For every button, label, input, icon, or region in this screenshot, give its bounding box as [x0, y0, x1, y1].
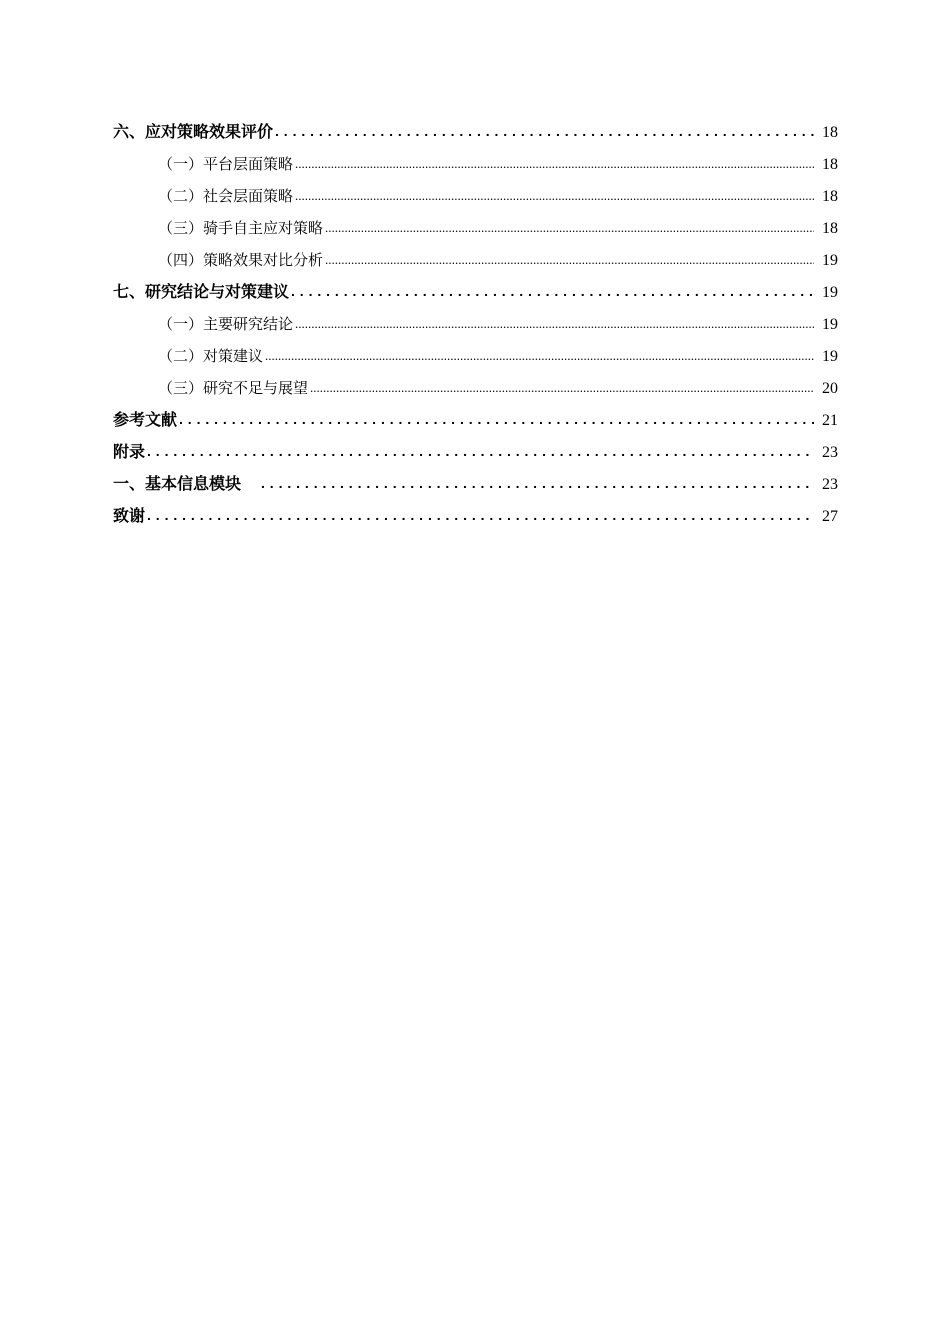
- toc-entry-references[interactable]: [113, 404, 838, 436]
- toc-dot-leader: [325, 211, 814, 244]
- toc-page-number: 23: [822, 444, 838, 461]
- toc-entry-title: 七、研究结论与对策建议: [113, 282, 290, 301]
- toc-entry-title: 致谢: [113, 506, 146, 525]
- toc-page-number: 18: [822, 188, 838, 205]
- toc-dot-leader: [325, 243, 814, 276]
- toc-page-number: 19: [822, 252, 838, 269]
- toc-entry-6-2[interactable]: [113, 180, 838, 212]
- toc-entry-title: 一、基本信息模块: [113, 474, 242, 493]
- toc-entry-7-3[interactable]: [113, 372, 838, 404]
- toc-dot-leader: [310, 371, 814, 404]
- toc-page-number: 27: [822, 508, 838, 525]
- toc-dot-leader: [291, 275, 814, 307]
- toc-entry-title: （二）社会层面策略: [158, 187, 294, 205]
- toc-entry-title: （三）骑手自主应对策略: [158, 219, 324, 237]
- toc-dot-leader: [147, 499, 814, 531]
- toc-entry-title: （一）主要研究结论: [158, 315, 294, 333]
- toc-entry-6-3[interactable]: [113, 212, 838, 244]
- toc-dot-leader: [265, 339, 814, 372]
- toc-entry-7-2[interactable]: [113, 340, 838, 372]
- toc-entry-title: 六、应对策略效果评价: [113, 122, 274, 141]
- toc-page-number: 20: [822, 380, 838, 397]
- toc-dot-leader: [179, 403, 814, 435]
- toc-dot-leader: [147, 435, 814, 467]
- toc-entry-6-1[interactable]: [113, 148, 838, 180]
- toc-entry-section-7[interactable]: [113, 276, 838, 308]
- toc-dot-leader: [295, 179, 814, 212]
- toc-entry-acknowledgements[interactable]: [113, 500, 838, 532]
- toc-entry-title: （一）平台层面策略: [158, 155, 294, 173]
- toc-page-number: 23: [822, 476, 838, 493]
- toc-entry-section-6[interactable]: [113, 116, 838, 148]
- toc-entry-title: （三）研究不足与展望: [158, 379, 309, 397]
- toc-page-number: 18: [822, 220, 838, 237]
- toc-dot-leader: [261, 467, 814, 499]
- toc-page-number: 18: [822, 124, 838, 141]
- table-of-contents: [113, 116, 838, 532]
- toc-entry-title: 附录: [113, 442, 146, 461]
- toc-page-number: 18: [822, 156, 838, 173]
- toc-entry-title: （四）策略效果对比分析: [158, 251, 324, 269]
- toc-entry-title: （二）对策建议: [158, 347, 264, 365]
- toc-dot-leader: [295, 147, 814, 180]
- toc-page-number: 21: [822, 412, 838, 429]
- toc-entry-title: 参考文献: [113, 410, 178, 429]
- toc-dot-leader: [295, 307, 814, 340]
- toc-entry-appendix[interactable]: [113, 436, 838, 468]
- toc-page-number: 19: [822, 348, 838, 365]
- toc-entry-appendix-1[interactable]: [113, 468, 838, 500]
- toc-page-number: 19: [822, 316, 838, 333]
- toc-page-number: 19: [822, 284, 838, 301]
- toc-entry-7-1[interactable]: [113, 308, 838, 340]
- toc-entry-6-4[interactable]: [113, 244, 838, 276]
- toc-dot-leader: [275, 115, 814, 147]
